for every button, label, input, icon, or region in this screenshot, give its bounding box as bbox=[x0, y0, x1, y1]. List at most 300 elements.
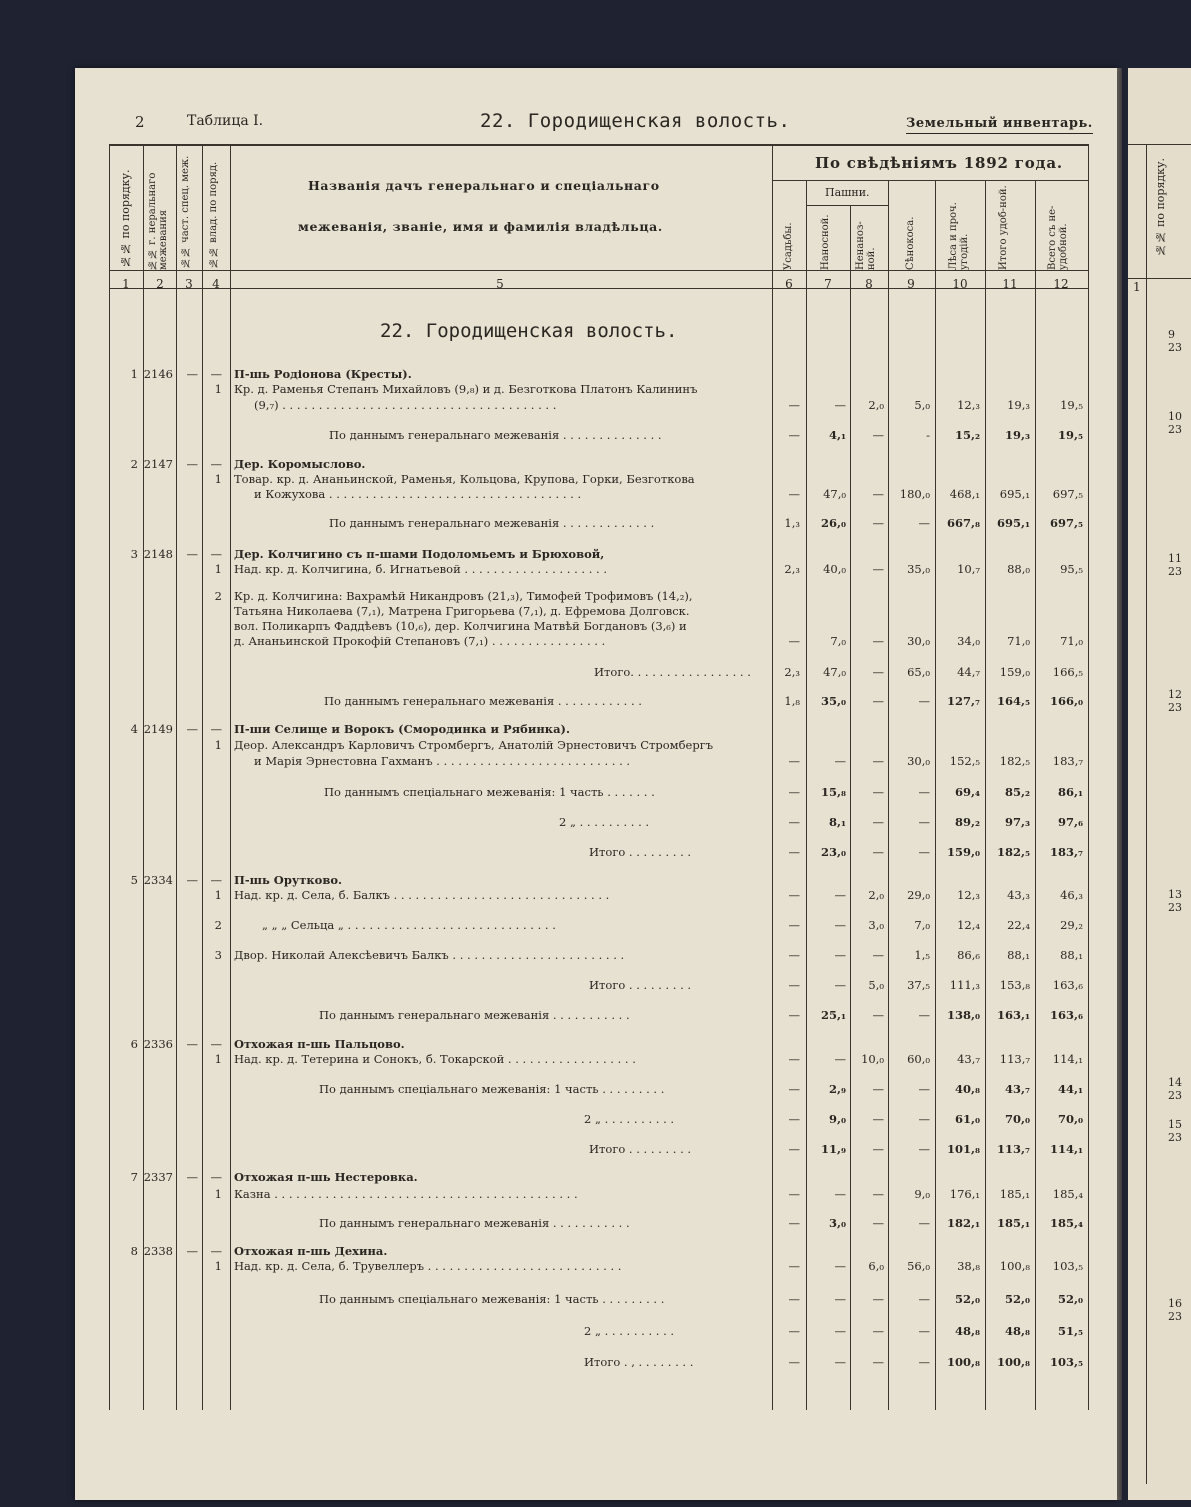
row-value-col-12: 19,₅ bbox=[1060, 398, 1083, 412]
row-description: По даннымъ спеціальнаго межеванія: 1 часть . . . . . . . bbox=[324, 785, 655, 799]
row-value-col-11: 159,₀ bbox=[999, 665, 1030, 679]
row-value-col-8: 2,₀ bbox=[868, 398, 884, 412]
row-value-col-8: 10,₀ bbox=[861, 1052, 884, 1066]
row-value-col-9: 180,₀ bbox=[899, 487, 930, 501]
row-value-col-9: 35,₀ bbox=[907, 562, 930, 576]
row-owner-number: 1 bbox=[214, 888, 222, 902]
row-order-number: 5 bbox=[130, 873, 138, 887]
row-description: По даннымъ генеральнаго межеванія . . . . . . . . . . . . . bbox=[329, 516, 655, 530]
row-description: (9,₇) . . . . . . . . . . . . . . . . . . . . . . . . . . . . . . . . . . . . . . bbox=[254, 398, 557, 412]
row-value-col-9: 30,₀ bbox=[907, 634, 930, 648]
row-general-number: 2146 bbox=[143, 367, 173, 381]
row-general-number: 2336 bbox=[143, 1037, 173, 1051]
row-value-col-11: 185,₁ bbox=[996, 1216, 1030, 1230]
row-value-col-10: 468,₁ bbox=[949, 487, 980, 501]
row-value-col-12: 114,₁ bbox=[1052, 1052, 1083, 1066]
col-header-1: №№ по порядку. bbox=[119, 169, 132, 268]
row-value-col-11: 88,₀ bbox=[1007, 562, 1030, 576]
row-value-col-8: — bbox=[872, 634, 884, 648]
row-special-number: — bbox=[186, 547, 198, 561]
column-number: 6 bbox=[785, 277, 793, 291]
row-value-col-12: 185,₄ bbox=[1052, 1187, 1083, 1201]
row-value-col-6: — bbox=[788, 1008, 800, 1022]
row-value-col-6: — bbox=[788, 1142, 800, 1156]
row-value-col-8: — bbox=[872, 562, 884, 576]
row-value-col-12: 163,₆ bbox=[1049, 1008, 1083, 1022]
row-owner-number: 3 bbox=[214, 948, 222, 962]
column-number: 9 bbox=[907, 277, 915, 291]
row-value-col-8: — bbox=[872, 754, 884, 768]
col-header-2: №№ г. неральнаго межевания bbox=[147, 172, 169, 270]
table-column-rule bbox=[1035, 180, 1036, 1410]
page-number: 2 bbox=[135, 113, 145, 131]
row-value-col-12: 44,₁ bbox=[1057, 1082, 1083, 1096]
row-value-col-12: 88,₁ bbox=[1060, 948, 1083, 962]
row-value-col-11: 695,₁ bbox=[999, 487, 1030, 501]
row-value-col-10: 176,₁ bbox=[949, 1187, 980, 1201]
row-value-col-10: 667,₈ bbox=[946, 516, 980, 530]
row-description: 2 „ . . . . . . . . . . bbox=[559, 815, 650, 829]
row-description: и Кожухова . . . . . . . . . . . . . . . . . . . . . . . . . . . . . . . . . . . bbox=[254, 487, 582, 501]
row-description: Кр. д. Колчигина: Вахрамѣй Никандровъ (21,₃), Тимофей Трофимовъ (14,₂), bbox=[234, 589, 693, 603]
row-value-col-6: — bbox=[788, 398, 800, 412]
row-value-col-9: — bbox=[918, 694, 930, 708]
row-owner-number: — bbox=[210, 1170, 222, 1184]
row-value-col-7: — bbox=[834, 1052, 846, 1066]
next-page-edge bbox=[1128, 68, 1191, 1500]
row-value-col-6: — bbox=[788, 1082, 800, 1096]
table-top-rule bbox=[109, 144, 1088, 146]
row-owner-number: 1 bbox=[214, 562, 222, 576]
row-value-col-11: 153,₈ bbox=[999, 978, 1030, 992]
row-value-col-7: 11,₉ bbox=[820, 1142, 846, 1156]
row-value-col-10: 89,₂ bbox=[954, 815, 980, 829]
next-page-column-label: №№ по порядку. bbox=[1154, 158, 1167, 257]
row-order-number: 2 bbox=[130, 457, 138, 471]
col-header-11: Итого удоб-ной. bbox=[998, 185, 1009, 270]
row-value-col-10: 101,₈ bbox=[946, 1142, 980, 1156]
row-description: Дер. Коромыслово. bbox=[234, 457, 366, 471]
row-value-col-7: 8,₁ bbox=[828, 815, 846, 829]
row-value-col-6: — bbox=[788, 428, 800, 442]
row-value-col-6: — bbox=[788, 1324, 800, 1338]
row-value-col-12: 29,₂ bbox=[1060, 918, 1083, 932]
row-special-number: — bbox=[186, 873, 198, 887]
row-value-col-9: — bbox=[918, 1355, 930, 1369]
row-value-col-10: 44,₇ bbox=[957, 665, 980, 679]
row-value-col-10: 40,₈ bbox=[954, 1082, 980, 1096]
row-value-col-6: 1,₈ bbox=[784, 694, 800, 708]
row-value-col-6: — bbox=[788, 1259, 800, 1273]
row-value-col-8: — bbox=[872, 428, 884, 442]
row-description: Над. кр. д. Тетерина и Сонокъ, б. Токарской . . . . . . . . . . . . . . . . . . bbox=[234, 1052, 636, 1066]
row-value-col-12: 19,₅ bbox=[1057, 428, 1083, 442]
row-general-number: 2149 bbox=[143, 722, 173, 736]
row-value-col-12: 70,₀ bbox=[1057, 1112, 1083, 1126]
row-order-number: 7 bbox=[130, 1170, 138, 1184]
row-value-col-7: 47,₀ bbox=[823, 487, 846, 501]
row-value-col-12: 46,₃ bbox=[1060, 888, 1083, 902]
row-value-col-8: 5,₀ bbox=[868, 978, 884, 992]
row-description: Итого . . . . . . . . . bbox=[589, 845, 692, 859]
col-header-3: №№ част. спец. меж. bbox=[180, 155, 191, 268]
row-description: Итого . . . . . . . . . bbox=[589, 978, 692, 992]
column-number: 11 bbox=[1002, 277, 1018, 291]
row-value-col-8: 6,₀ bbox=[868, 1259, 884, 1273]
row-value-col-9: — bbox=[918, 1008, 930, 1022]
row-description: По даннымъ генеральнаго межеванія . . . . . . . . . . . bbox=[319, 1008, 630, 1022]
row-value-col-8: — bbox=[872, 516, 884, 530]
row-value-col-7: — bbox=[834, 1187, 846, 1201]
row-value-col-6: — bbox=[788, 1216, 800, 1230]
row-value-col-11: 97,₃ bbox=[1004, 815, 1030, 829]
row-description: Отхожая п-шь Пальцово. bbox=[234, 1037, 405, 1051]
row-general-number: 2337 bbox=[143, 1170, 173, 1184]
row-order-number: 6 bbox=[130, 1037, 138, 1051]
row-value-col-6: — bbox=[788, 918, 800, 932]
row-value-col-10: 38,₈ bbox=[957, 1259, 980, 1273]
row-value-col-9: 5,₀ bbox=[914, 398, 930, 412]
row-value-col-7: — bbox=[834, 888, 846, 902]
row-value-col-10: 100,₈ bbox=[946, 1355, 980, 1369]
table-column-rule bbox=[888, 180, 889, 1410]
row-value-col-7: 23,₀ bbox=[820, 845, 846, 859]
row-value-col-8: — bbox=[872, 694, 884, 708]
row-value-col-10: 48,₈ bbox=[954, 1324, 980, 1338]
row-value-col-7: — bbox=[834, 1324, 846, 1338]
next-page-row-number: 16 23 bbox=[1168, 1297, 1182, 1323]
col-header-7: Наносной. bbox=[820, 214, 831, 270]
row-owner-number: — bbox=[210, 722, 222, 736]
row-description: По даннымъ спеціальнаго межеванія: 1 часть . . . . . . . . . bbox=[319, 1292, 665, 1306]
row-value-col-6: — bbox=[788, 487, 800, 501]
col-header-5-line1: Названія дачъ генеральнаго и спеціальнаго bbox=[308, 178, 660, 193]
row-value-col-12: 183,₇ bbox=[1052, 754, 1083, 768]
row-value-col-11: 48,₈ bbox=[1004, 1324, 1030, 1338]
column-number: 2 bbox=[156, 277, 164, 291]
next-page-row-number: 10 23 bbox=[1168, 410, 1182, 436]
column-number: 7 bbox=[824, 277, 832, 291]
table-column-rule bbox=[985, 180, 986, 1410]
row-value-col-12: 697,₅ bbox=[1049, 516, 1083, 530]
table-column-rule bbox=[772, 144, 773, 1410]
row-value-col-6: — bbox=[788, 754, 800, 768]
next-page-rule-header bbox=[1128, 278, 1191, 279]
row-value-col-7: 4,₁ bbox=[828, 428, 846, 442]
col-header-10: Лѣса и проч. угодій. bbox=[948, 202, 970, 270]
row-value-col-8: — bbox=[872, 948, 884, 962]
row-value-col-6: — bbox=[788, 1052, 800, 1066]
row-special-number: — bbox=[186, 1244, 198, 1258]
row-value-col-11: 88,₁ bbox=[1007, 948, 1030, 962]
col-header-5-line2: межеванія, званіе, имя и фамилія владѣльца. bbox=[298, 219, 663, 234]
row-special-number: — bbox=[186, 722, 198, 736]
row-value-col-6: 2,₃ bbox=[784, 562, 800, 576]
row-value-col-7: 26,₀ bbox=[820, 516, 846, 530]
row-description: П-шь Орутково. bbox=[234, 873, 342, 887]
col-group-header: По свѣдѣніямъ 1892 года. bbox=[815, 154, 1063, 172]
row-description: вол. Поликарпъ Фаддѣевъ (10,₆), дер. Колчигина Матвѣй Богдановъ (3,₆) и bbox=[234, 619, 687, 633]
row-special-number: — bbox=[186, 367, 198, 381]
row-value-col-9: 30,₀ bbox=[907, 754, 930, 768]
row-value-col-9: — bbox=[918, 815, 930, 829]
row-value-col-12: 166,₀ bbox=[1049, 694, 1083, 708]
row-value-col-10: 12,₃ bbox=[957, 398, 980, 412]
row-value-col-12: 86,₁ bbox=[1057, 785, 1083, 799]
row-value-col-12: 52,₀ bbox=[1057, 1292, 1083, 1306]
row-owner-number: 1 bbox=[214, 738, 222, 752]
table-column-rule bbox=[202, 144, 203, 1410]
row-value-col-7: 47,₀ bbox=[823, 665, 846, 679]
row-value-col-10: 15,₂ bbox=[954, 428, 980, 442]
next-page-col-number: 1 bbox=[1133, 280, 1141, 294]
row-value-col-6: — bbox=[788, 1355, 800, 1369]
row-description: Двор. Николай Алексѣевичъ Балкъ . . . . . . . . . . . . . . . . . . . . . . . . bbox=[234, 948, 625, 962]
row-value-col-9: 7,₀ bbox=[914, 918, 930, 932]
row-value-col-10: 152,₅ bbox=[949, 754, 980, 768]
row-value-col-11: 43,₃ bbox=[1007, 888, 1030, 902]
row-value-col-7: 35,₀ bbox=[820, 694, 846, 708]
row-value-col-10: 12,₃ bbox=[957, 888, 980, 902]
row-value-col-7: — bbox=[834, 1259, 846, 1273]
row-value-col-6: — bbox=[788, 815, 800, 829]
row-value-col-11: 71,₀ bbox=[1007, 634, 1030, 648]
row-value-col-11: 43,₇ bbox=[1004, 1082, 1030, 1096]
row-value-col-8: — bbox=[872, 1324, 884, 1338]
row-description: 2 „ . . . . . . . . . . bbox=[584, 1112, 675, 1126]
table-header-rule bbox=[109, 270, 1088, 271]
row-value-col-10: 138,₀ bbox=[946, 1008, 980, 1022]
row-description: Итого. . . . . . . . . . . . . . . . . bbox=[594, 665, 751, 679]
row-owner-number: 1 bbox=[214, 1052, 222, 1066]
row-value-col-9: — bbox=[918, 1216, 930, 1230]
column-number: 3 bbox=[185, 277, 193, 291]
row-value-col-10: 111,₃ bbox=[949, 978, 980, 992]
row-owner-number: — bbox=[210, 1244, 222, 1258]
row-description: 2 „ . . . . . . . . . . bbox=[584, 1324, 675, 1338]
table-column-rule bbox=[143, 144, 144, 1410]
row-value-col-8: 3,₀ bbox=[868, 918, 884, 932]
row-value-col-8: — bbox=[872, 1187, 884, 1201]
row-general-number: 2338 bbox=[143, 1244, 173, 1258]
row-value-col-10: 34,₀ bbox=[957, 634, 980, 648]
row-value-col-11: 100,₈ bbox=[999, 1259, 1030, 1273]
row-value-col-8: — bbox=[872, 665, 884, 679]
row-value-col-10: 61,₀ bbox=[954, 1112, 980, 1126]
next-page-row-number: 14 23 bbox=[1168, 1076, 1182, 1102]
row-value-col-9: — bbox=[918, 1112, 930, 1126]
row-value-col-8: — bbox=[872, 1082, 884, 1096]
next-page-rule-top bbox=[1128, 144, 1191, 145]
row-value-col-11: 695,₁ bbox=[996, 516, 1030, 530]
row-value-col-10: 43,₇ bbox=[957, 1052, 980, 1066]
row-special-number: — bbox=[186, 1037, 198, 1051]
row-description: По даннымъ спеціальнаго межеванія: 1 часть . . . . . . . . . bbox=[319, 1082, 665, 1096]
row-value-col-8: — bbox=[872, 785, 884, 799]
row-order-number: 8 bbox=[130, 1244, 138, 1258]
row-value-col-9: — bbox=[918, 845, 930, 859]
row-value-col-6: — bbox=[788, 1187, 800, 1201]
row-description: „ „ „ Сельца „ . . . . . . . . . . . . . . . . . . . . . . . . . . . . . bbox=[262, 918, 556, 932]
row-value-col-8: — bbox=[872, 815, 884, 829]
col-header-8: Ненаноз-ной. bbox=[855, 221, 877, 270]
row-value-col-8: — bbox=[872, 1142, 884, 1156]
row-value-col-9: 29,₀ bbox=[907, 888, 930, 902]
column-number: 12 bbox=[1053, 277, 1069, 291]
row-value-col-12: 166,₅ bbox=[1052, 665, 1083, 679]
row-special-number: — bbox=[186, 457, 198, 471]
row-description: Итого . . . . . . . . . bbox=[589, 1142, 692, 1156]
row-value-col-10: 52,₀ bbox=[954, 1292, 980, 1306]
row-value-col-6: — bbox=[788, 978, 800, 992]
next-page-row-number: 15 23 bbox=[1168, 1118, 1182, 1144]
row-description: П-ши Селище и Ворокъ (Смородинка и Рябинка). bbox=[234, 722, 570, 736]
col-header-4: №№ влад. по поряд. bbox=[208, 161, 219, 268]
row-value-col-11: 19,₃ bbox=[1007, 398, 1030, 412]
row-value-col-7: — bbox=[834, 978, 846, 992]
row-value-col-8: — bbox=[872, 1112, 884, 1126]
row-general-number: 2148 bbox=[143, 547, 173, 561]
row-value-col-12: 183,₇ bbox=[1049, 845, 1083, 859]
row-description: Товар. кр. д. Ананьинской, Раменья, Кольцова, Крупова, Горки, Безготкова bbox=[234, 472, 695, 486]
row-value-col-9: — bbox=[918, 785, 930, 799]
table-colnum-rule bbox=[109, 288, 1088, 289]
next-page-rule bbox=[1146, 144, 1147, 1484]
row-owner-number: — bbox=[210, 457, 222, 471]
pashni-header-rule bbox=[806, 205, 888, 206]
row-special-number: — bbox=[186, 1170, 198, 1184]
row-owner-number: — bbox=[210, 1037, 222, 1051]
col-header-12: Всего съ не-удобной. bbox=[1047, 205, 1069, 270]
row-description: Над. кр. д. Села, б. Трувеллеръ . . . . . . . . . . . . . . . . . . . . . . . . . . . bbox=[234, 1259, 622, 1273]
row-value-col-7: — bbox=[834, 948, 846, 962]
table-column-rule bbox=[806, 180, 807, 1410]
row-value-col-7: — bbox=[834, 1292, 846, 1306]
row-value-col-11: 113,₇ bbox=[996, 1142, 1030, 1156]
row-value-col-9: — bbox=[918, 516, 930, 530]
row-owner-number: — bbox=[210, 547, 222, 561]
row-value-col-10: 12,₄ bbox=[957, 918, 980, 932]
row-owner-number: 2 bbox=[214, 918, 222, 932]
row-description: Отхожая п-шь Дехина. bbox=[234, 1244, 388, 1258]
next-page-row-number: 11 23 bbox=[1168, 552, 1182, 578]
row-value-col-11: 19,₃ bbox=[1004, 428, 1030, 442]
row-value-col-12: 103,₅ bbox=[1049, 1355, 1083, 1369]
row-owner-number: 1 bbox=[214, 382, 222, 396]
row-order-number: 4 bbox=[130, 722, 138, 736]
row-description: Над. кр. д. Села, б. Балкъ . . . . . . . . . . . . . . . . . . . . . . . . . . . . . . bbox=[234, 888, 610, 902]
col-header-9: Сѣнокоса. bbox=[905, 216, 916, 270]
row-general-number: 2334 bbox=[143, 873, 173, 887]
row-value-col-6: — bbox=[788, 1292, 800, 1306]
row-value-col-6: — bbox=[788, 634, 800, 648]
row-value-col-11: 113,₇ bbox=[999, 1052, 1030, 1066]
row-value-col-12: 103,₅ bbox=[1052, 1259, 1083, 1273]
row-owner-number: 1 bbox=[214, 1259, 222, 1273]
table-column-rule bbox=[230, 144, 231, 1410]
table-column-rule bbox=[935, 180, 936, 1410]
row-value-col-11: 164,₅ bbox=[996, 694, 1030, 708]
row-value-col-9: - bbox=[926, 428, 930, 442]
row-value-col-10: 182,₁ bbox=[946, 1216, 980, 1230]
row-value-col-11: 85,₂ bbox=[1004, 785, 1030, 799]
column-number: 5 bbox=[496, 277, 504, 291]
row-value-col-11: 182,₅ bbox=[996, 845, 1030, 859]
row-value-col-9: — bbox=[918, 1292, 930, 1306]
row-value-col-8: 2,₀ bbox=[868, 888, 884, 902]
row-description: Над. кр. д. Колчигина, б. Игнатьевой . . . . . . . . . . . . . . . . . . . . bbox=[234, 562, 607, 576]
row-value-col-8: — bbox=[872, 1292, 884, 1306]
table-label: Таблица I. bbox=[187, 113, 264, 129]
row-description: Татьяна Николаева (7,₁), Матрена Григорьева (7,₁), д. Ефремова Долговск. bbox=[234, 604, 690, 618]
row-value-col-8: — bbox=[872, 1355, 884, 1369]
row-value-col-9: 37,₅ bbox=[907, 978, 930, 992]
page-title: 22. Городищенская волость. bbox=[480, 110, 791, 132]
row-value-col-10: 69,₄ bbox=[954, 785, 980, 799]
row-value-col-9: 9,₀ bbox=[914, 1187, 930, 1201]
row-value-col-7: 7,₀ bbox=[830, 634, 846, 648]
row-description: д. Ананьинской Прокофій Степановъ (7,₁) . . . . . . . . . . . . . . . . bbox=[234, 634, 606, 648]
row-value-col-7: 15,₈ bbox=[820, 785, 846, 799]
row-description: П-шь Родіонова (Кресты). bbox=[234, 367, 412, 381]
row-value-col-6: — bbox=[788, 1112, 800, 1126]
row-value-col-11: 182,₅ bbox=[999, 754, 1030, 768]
row-owner-number: 1 bbox=[214, 1187, 222, 1201]
row-value-col-9: — bbox=[918, 1142, 930, 1156]
row-value-col-7: — bbox=[834, 398, 846, 412]
row-description: Кр. д. Раменья Степанъ Михайловъ (9,₈) и д. Безготкова Платонъ Калининъ bbox=[234, 382, 698, 396]
row-value-col-12: 114,₁ bbox=[1049, 1142, 1083, 1156]
row-value-col-8: — bbox=[872, 1008, 884, 1022]
row-value-col-8: — bbox=[872, 1216, 884, 1230]
row-value-col-7: 40,₀ bbox=[823, 562, 846, 576]
row-description: и Марія Эрнестовна Гахманъ . . . . . . . . . . . . . . . . . . . . . . . . . . . bbox=[254, 754, 631, 768]
row-value-col-12: 185,₄ bbox=[1049, 1216, 1083, 1230]
row-value-col-11: 100,₈ bbox=[996, 1355, 1030, 1369]
row-value-col-11: 22,₄ bbox=[1007, 918, 1030, 932]
row-value-col-11: 163,₁ bbox=[996, 1008, 1030, 1022]
row-value-col-12: 95,₅ bbox=[1060, 562, 1083, 576]
row-value-col-12: 163,₆ bbox=[1052, 978, 1083, 992]
row-value-col-6: 1,₃ bbox=[784, 516, 800, 530]
row-value-col-11: 185,₁ bbox=[999, 1187, 1030, 1201]
row-owner-number: — bbox=[210, 367, 222, 381]
row-value-col-7: 9,₀ bbox=[828, 1112, 846, 1126]
column-number: 4 bbox=[212, 277, 220, 291]
row-description: Деор. Александръ Карловичъ Стромбергъ, Анатолій Эрнестовичъ Стромбергъ bbox=[234, 738, 714, 752]
group-header-rule bbox=[772, 180, 1088, 181]
row-value-col-7: 3,₀ bbox=[828, 1216, 846, 1230]
row-value-col-7: — bbox=[834, 754, 846, 768]
column-number: 8 bbox=[865, 277, 873, 291]
row-value-col-12: 71,₀ bbox=[1060, 634, 1083, 648]
next-page-row-number: 12 23 bbox=[1168, 688, 1182, 714]
row-description: Итого . , . . . . . . . . bbox=[584, 1355, 694, 1369]
row-value-col-6: — bbox=[788, 785, 800, 799]
table-column-rule bbox=[1088, 144, 1089, 1410]
row-value-col-7: 2,₉ bbox=[828, 1082, 846, 1096]
row-value-col-7: 25,₁ bbox=[820, 1008, 846, 1022]
row-value-col-10: 10,₇ bbox=[957, 562, 980, 576]
row-order-number: 3 bbox=[130, 547, 138, 561]
next-page-row-number: 9 23 bbox=[1168, 328, 1182, 354]
row-value-col-6: 2,₃ bbox=[784, 665, 800, 679]
row-value-col-10: 86,₆ bbox=[957, 948, 980, 962]
row-general-number: 2147 bbox=[143, 457, 173, 471]
row-description: По даннымъ генеральнаго межеванія . . . . . . . . . . . . . . bbox=[329, 428, 662, 442]
row-owner-number: 2 bbox=[214, 589, 222, 603]
row-order-number: 1 bbox=[130, 367, 138, 381]
